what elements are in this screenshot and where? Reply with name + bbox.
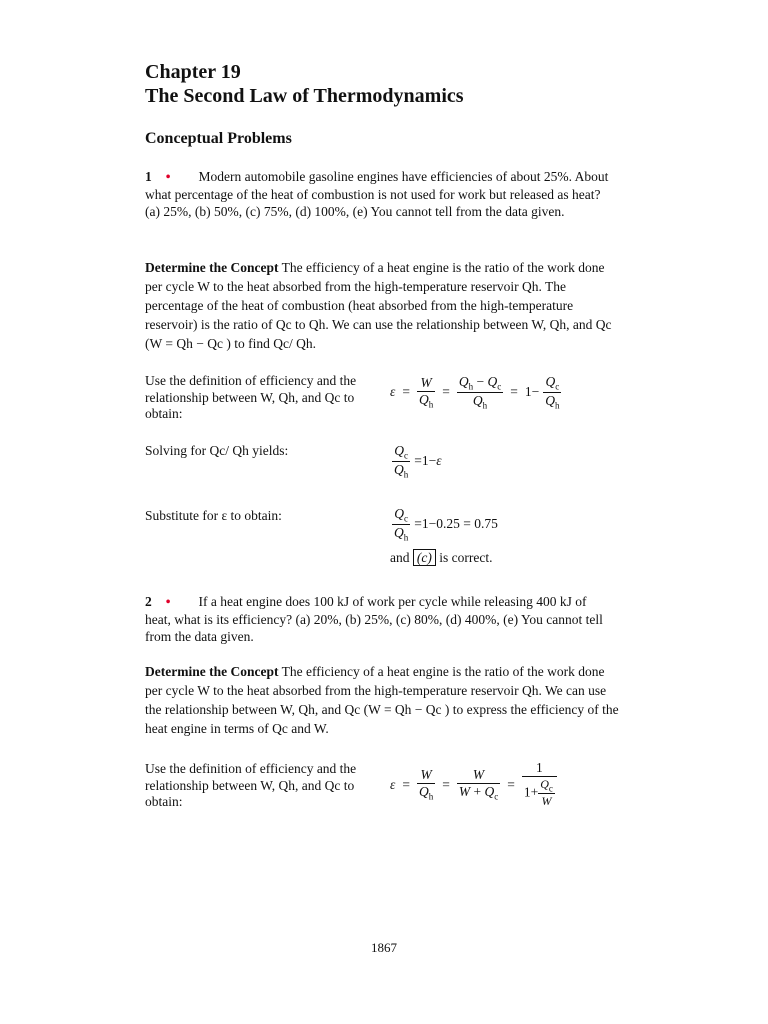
problem-2-concept [145,662,625,738]
problem-text: Modern automobile gasoline engines have efficiencies of about 25%. About what percentage of the heat of combustion is not used for work but released as heat? (a) 25%, (b) 50%, (c) 75%, (d) 100%, (e) You cannot tell from the data given. [145,169,609,219]
problem-1-step-3-label: Substitute for ε to obtain: [145,508,282,523]
substitution-value: =1−0.25 = 0.75 [414,516,498,532]
difficulty-bullet: • [165,169,171,184]
chapter-number: Chapter 19 [145,61,241,83]
concept-label: Determine the Concept [145,260,279,275]
problem-1-step-1-label: Use the definition of efficiency and the relationship between W, Qh, and Qc to obtain: [145,373,357,421]
answer-suffix: is correct. [439,550,493,565]
problem-number: 2 [145,594,152,609]
concept-text: The efficiency of a heat engine is the ratio of the work done per cycle W to the heat absorbed from the high-temperature reservoir Qh. We can use the relationship between W, Qh, and Qc (W = Qh − Qc ) to express the efficiency of the heat engine in terms of Qc and W. [145,664,619,736]
page-number: 1867 [371,940,397,955]
problem-2-step-1-label: Use the definition of efficiency and the relationship between W, Qh, and Qc to obtain: [145,761,357,809]
problem-1-concept [145,258,625,353]
chapter-title: The Second Law of Thermodynamics [145,85,464,107]
problem-1-efficiency-equation: ε = $\frac{W}{Q_h}$ = $\frac{Q_h - Q_c}{Q_h}$ = 1− $\frac{Q_c}{Q_h}$ [390,374,560,411]
problem-1-answer [390,550,492,566]
concept-text: The efficiency of a heat engine is the ratio of the work done per cycle W to the heat absorbed from the high-temperature reservoir Qh. The percentage of the heat of combustion (heat absorbed from the high-temperature reservoir) is the ratio of Qc to Qh. We can use the relationship between W, Qh, and Qc (W = Qh − Qc ) to find Qc/ Qh. [145,260,612,351]
problem-2-efficiency-equation: ε = $\frac{W}{Q_h}$ = $\frac{W}{W + Q_c}$ = 1 1+ $\frac{Q_c}{W}$ [390,760,557,809]
difficulty-bullet: • [165,594,171,609]
section-heading: Conceptual Problems [145,130,292,147]
problem-1-ratio-equation: $\frac{Q_c}{Q_h}$ =1−ε [394,443,442,480]
problem-number: 1 [145,169,152,184]
problem-text: If a heat engine does 100 kJ of work per cycle while releasing 400 kJ of heat, what is its efficiency? (a) 20%, (b) 25%, (c) 80%, (d) 400%, (e) You cannot tell from the data given. [145,594,603,644]
chapter-heading [145,60,464,108]
answer-box: (c) [413,549,436,566]
problem-2-statement [145,593,615,646]
problem-1-statement [145,168,615,221]
problem-1-step-2-label: Solving for Qc/ Qh yields: [145,443,289,458]
problem-1-substitution-equation: $\frac{Q_c}{Q_h}$ =1−0.25 = 0.75 [394,506,498,543]
answer-prefix: and [390,550,410,565]
concept-label: Determine the Concept [145,664,279,679]
